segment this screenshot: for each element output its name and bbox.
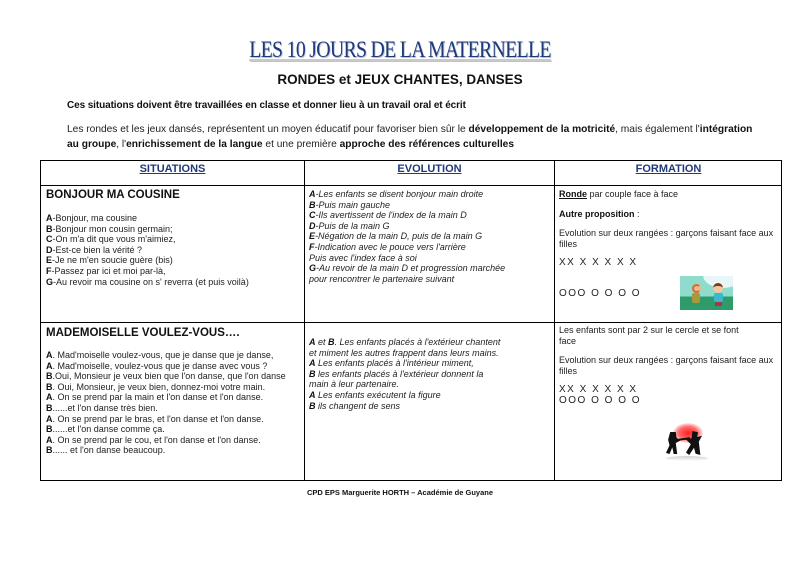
dancing-couple-silhouette-image: [662, 423, 712, 463]
boys-row-marks: XX X X X X X: [559, 257, 638, 269]
column-divider: [304, 161, 305, 480]
evolution-line: G-Au revoir de la main D et progression marchée: [309, 263, 506, 274]
lyric-line: B. Oui, Monsieur, je veux bien, donnez-moi votre main.: [46, 381, 266, 392]
evolution-line: D-Puis de la main G: [309, 220, 390, 231]
column-header-situations: SITUATIONS: [139, 163, 206, 175]
evolution-cell: [309, 189, 553, 284]
situation-cell: [46, 189, 301, 287]
formation-cell: [559, 325, 774, 407]
formation-evolution: Evolution sur deux rangées : garçons faisant face aux filles: [559, 228, 774, 249]
lyric-line: C-On m'a dit que vous m'aimiez,: [46, 234, 176, 245]
header-divider: [41, 185, 781, 186]
evolution-line: A et B. Les enfants placés à l'extérieur chantent: [309, 337, 501, 347]
girls-row-marks: OOO O O O O: [559, 287, 642, 299]
evolution-line: B ils changent de sens: [309, 400, 401, 411]
evolution-line: B les enfants placés à l'extérieur donnent la: [309, 368, 484, 379]
lyric-line: D-Est-ce bien la vérité ?: [46, 244, 143, 255]
column-divider: [554, 161, 555, 480]
page-subtitle: RONDES et JEUX CHANTES, DANSES: [277, 72, 523, 87]
song-title: MADEMOISELLE VOULEZ-VOUS….: [46, 327, 240, 339]
lyric-line: B......et l'on danse comme ça.: [46, 424, 165, 435]
formation-ronde: Ronde par couple face à face: [559, 189, 679, 199]
lyric-line: A-Bonjour, ma cousine: [46, 213, 138, 223]
lyric-line: A. Mad'moiselle voulez-vous, que je danse que je danse,: [46, 350, 274, 360]
formation-cell: [559, 189, 779, 300]
evolution-line: E-Négation de la main D, puis de la main G: [309, 231, 483, 242]
two-children-talking-image: [680, 276, 733, 310]
evolution-line: C-Ils avertissent de l'index de la main D: [309, 210, 467, 221]
lyric-line: A. On se prend par le bras, et l'on danse et l'on danse.: [46, 413, 264, 424]
boys-row-marks: XX X X X X X: [559, 384, 638, 396]
lyric-line: A. Mad'moiselle, voulez-vous que je danse avec vous ?: [46, 360, 268, 371]
lyric-line: A. On se prend par la main et l'on danse et l'on danse.: [46, 392, 264, 403]
lyric-line: E-Je ne m'en soucie guère (bis): [46, 255, 173, 266]
lyric-line: G-Au revoir ma cousine on s' reverra (et puis voilà): [46, 276, 249, 287]
formation-alternative: Autre proposition :: [559, 208, 640, 219]
evolution-line: F-Indication avec le pouce vers l'arrière: [309, 241, 466, 252]
lyric-line: B-Bonjour mon cousin germain;: [46, 223, 173, 234]
page-title: LES 10 JOURS DE LA MATERNELLE: [249, 37, 551, 62]
evolution-line: A Les enfants exécutent la figure: [309, 389, 441, 400]
lyric-line: F-Passez par ici et moi par-là,: [46, 265, 166, 276]
column-header-formation: FORMATION: [635, 163, 702, 175]
girls-row-marks: OOO O O O O: [559, 394, 642, 406]
intro-instruction: Ces situations doivent être travaillées en classe et donner lieu à un travail oral et écrit: [67, 100, 466, 111]
evolution-line: Puis avec l'index face à soi: [309, 252, 417, 263]
lyric-line: B......et l'on danse très bien.: [46, 402, 158, 413]
formation-intro: Les enfants sont par 2 sur le cercle et se font face: [559, 325, 739, 346]
footer-credit: CPD EPS Marguerite HORTH – Académie de Guyane: [306, 488, 494, 497]
lyric-line: B.Oui, Monsieur je veux bien que l'on danse, que l'on danse: [46, 371, 286, 382]
evolution-line: B-Puis main gauche: [309, 199, 391, 210]
formation-evolution: Evolution sur deux rangées : garçons faisant face aux filles: [559, 355, 774, 376]
evolution-line: main à leur partenaire.: [309, 379, 400, 390]
song-title: BONJOUR MA COUSINE: [46, 189, 180, 201]
evolution-line: A-Les enfants se disent bonjour main droite: [309, 189, 484, 199]
situation-cell: [46, 327, 301, 456]
column-header-evolution: EVOLUTION: [397, 163, 462, 175]
evolution-line: et miment les autres frappent dans leurs mains.: [309, 347, 499, 358]
evolution-line: pour rencontrer le partenaire suivant: [309, 273, 455, 284]
lyric-line: A. On se prend par le cou, et l'on danse et l'on danse.: [46, 434, 261, 445]
evolution-line: A Les enfants placés à l'intérieur miment,: [309, 358, 474, 369]
lyric-line: B...... et l'on danse beaucoup.: [46, 445, 166, 456]
intro-paragraph: Les rondes et les jeux dansés, représentent un moyen éducatif pour favoriser bien sûr le développement de la motricité, mais également l'intégration au groupe, l'enrichissement de la langue et une première approche des références culturelles: [67, 124, 753, 150]
evolution-cell: [309, 337, 553, 411]
row-divider: [41, 322, 781, 323]
